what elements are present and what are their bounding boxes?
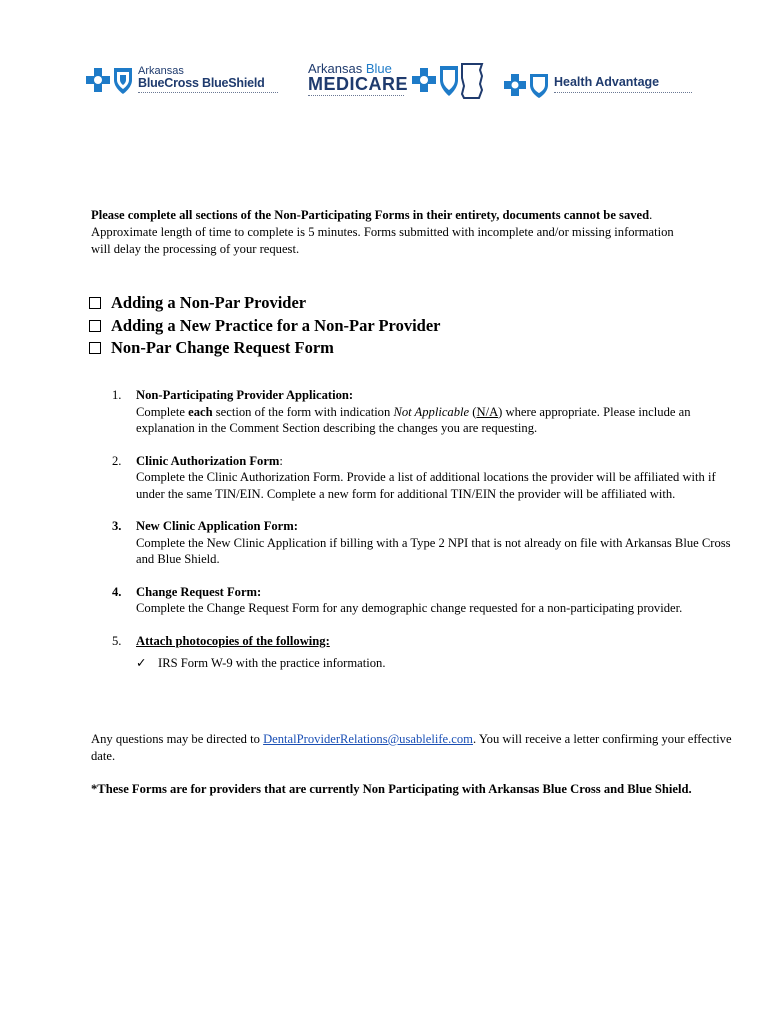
instructions-list	[112, 387, 732, 672]
intro-paragraph	[91, 207, 691, 258]
arkansas-bcbs-logo	[86, 66, 278, 96]
item-number: 2.	[112, 453, 122, 468]
checkbox-square[interactable]	[89, 342, 101, 354]
item-text: Complete the New Clinic Application if billing with a Type 2 NPI that is not already on file with Arkansas Blue Cross and Blue Shield.	[136, 535, 731, 566]
medicare-line1: Arkansas Blue	[308, 61, 392, 76]
checkbox-label: Adding a Non-Par Provider	[111, 293, 307, 313]
email-link[interactable]: DentalProviderRelations@usablelife.com	[263, 732, 473, 746]
cross-shield-icon	[504, 72, 550, 100]
checkbox-square[interactable]	[89, 320, 101, 332]
checkbox-add-nonpar-provider[interactable]	[89, 292, 440, 315]
abcbs-state: Arkansas	[138, 65, 184, 77]
checkbox-square[interactable]	[89, 297, 101, 309]
checkbox-add-new-practice[interactable]	[89, 315, 440, 338]
cross-shield-icon	[86, 66, 134, 96]
attachment-text: IRS Form W-9 with the practice information.	[158, 656, 386, 670]
providers-note: *These Forms are for providers that are currently Non Participating with Arkansas Blue Cross and Blue Shield.	[91, 782, 692, 796]
item-text: Complete the Change Request Form for any demographic change requested for a non-participating provider.	[136, 601, 683, 615]
logo-bar	[86, 62, 706, 112]
list-item	[112, 387, 732, 437]
item-title: Non-Participating Provider Application:	[136, 388, 354, 402]
abcbs-tagline	[138, 92, 278, 95]
health-advantage-name: Health Advantage	[554, 75, 660, 89]
arkansas-blue-medicare-logo	[308, 62, 484, 102]
medicare-line2: MEDICARE	[308, 74, 409, 94]
item-number: 1.	[112, 388, 122, 402]
cross-shield-state-icon	[412, 62, 484, 102]
intro-rest: . Approximate length of time to complete is 5 minutes. Forms submitted with incomplete and/or missing information will delay the processing of your request.	[91, 208, 674, 256]
item-title: Change Request Form:	[136, 584, 262, 599]
health-advantage-tagline	[554, 92, 692, 93]
item-text: Complete the Clinic Authorization Form. Provide a list of additional locations the provider will be affiliated with if under the same TIN/EIN. Complete a new form for additional TIN/EIN the provider will be affiliated with.	[136, 470, 716, 501]
list-item	[112, 633, 732, 650]
list-item	[112, 453, 732, 503]
checkbox-label: Non-Par Change Request Form	[111, 338, 334, 358]
list-item	[112, 518, 732, 568]
item-title: New Clinic Application Form:	[136, 519, 298, 533]
item-title: Clinic Authorization Form:	[136, 453, 283, 468]
attachment-item	[136, 655, 732, 672]
intro-bold: Please complete all sections of the Non-Participating Forms in their entirety, documents cannot be saved	[91, 208, 650, 222]
item-number: 5.	[112, 633, 122, 648]
form-type-checkboxes	[89, 292, 440, 360]
medicare-tagline	[308, 95, 404, 98]
item-text: Complete each section of the form with indication Not Applicable (N/A) where appropriate. Please include an explanation in the Comment Section describing the changes you are requesting.	[136, 404, 691, 435]
abcbs-name: BlueCross BlueShield	[138, 76, 265, 90]
checkmark-icon: ✓	[136, 656, 147, 670]
checkbox-change-request[interactable]	[89, 337, 440, 360]
item-number: 3.	[112, 519, 122, 533]
contact-paragraph: Any questions may be directed to DentalProviderRelations@usablelife.com. You will receive a letter confirming your effective date.	[91, 732, 732, 763]
item-number: 4.	[112, 584, 122, 599]
item-title: Attach photocopies of the following:	[136, 633, 330, 648]
list-item	[112, 584, 732, 617]
checkbox-label: Adding a New Practice for a Non-Par Provider	[111, 315, 441, 335]
health-advantage-logo	[504, 72, 692, 100]
